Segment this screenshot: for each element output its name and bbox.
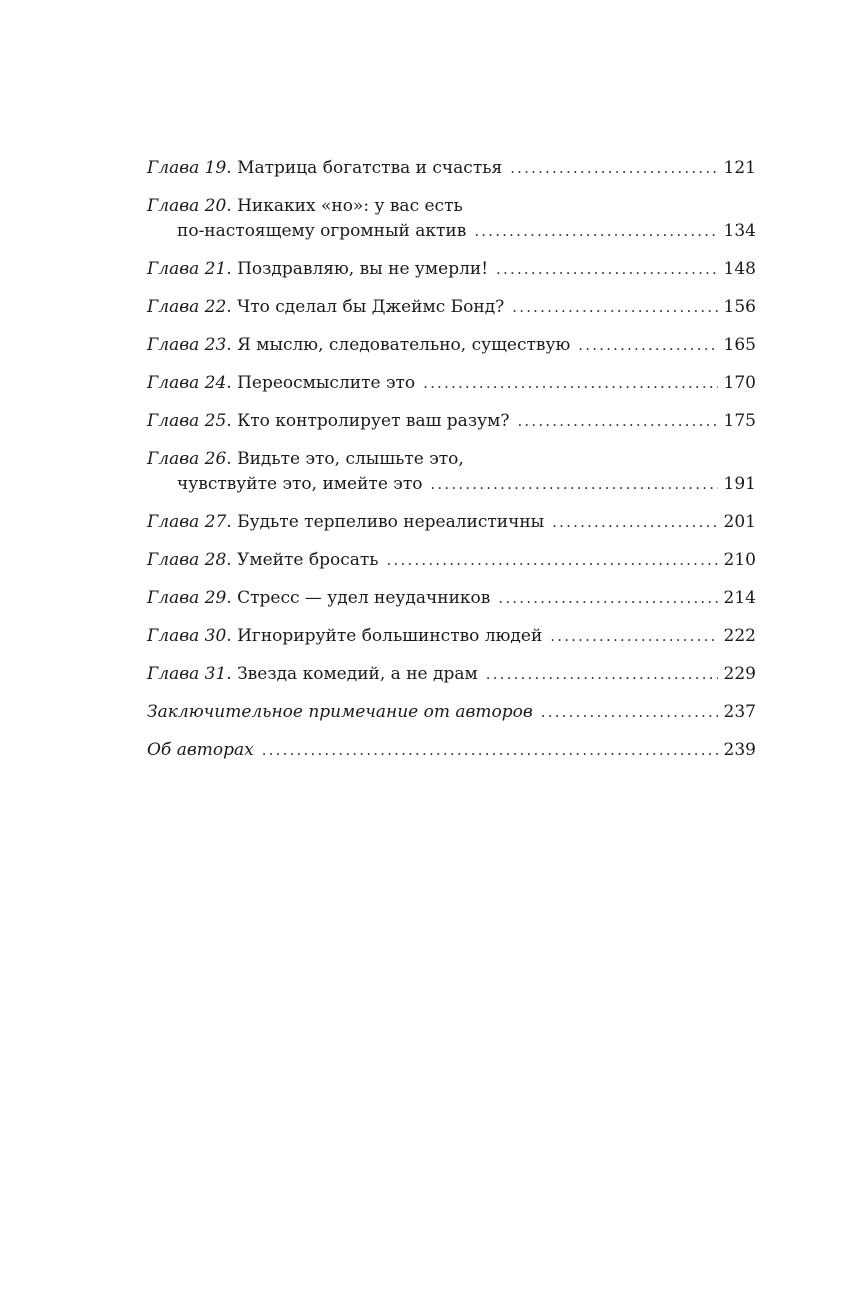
dot-leader — [474, 219, 717, 244]
entry-title: Заключительное примечание от авторов — [147, 702, 533, 722]
chapter-title: Никаких «но»: у вас есть — [237, 196, 463, 216]
toc-entry-afterword[interactable] — [147, 700, 756, 725]
page-number: 134 — [723, 221, 756, 241]
chapter-prefix: Глава 22 — [147, 297, 227, 317]
chapter-title-continuation: по-настоящему огромный актив — [177, 221, 467, 241]
chapter-title: Поздравляю, вы не умерли! — [237, 259, 489, 279]
page-number: 214 — [723, 588, 756, 608]
page-number: 239 — [723, 740, 756, 760]
dot-leader — [262, 738, 718, 763]
page-number: 222 — [723, 626, 756, 646]
dot-leader — [486, 662, 718, 687]
chapter-prefix: Глава 21 — [147, 259, 227, 279]
page-number: 191 — [723, 474, 756, 494]
dot-leader — [578, 333, 717, 358]
chapter-title: Умейте бросать — [237, 550, 379, 570]
chapter-prefix: Глава 20 — [147, 196, 227, 216]
page-number: 170 — [723, 373, 756, 393]
page-number: 121 — [723, 158, 756, 178]
dot-leader — [541, 700, 718, 725]
chapter-prefix: Глава 25 — [147, 411, 227, 431]
toc-entry-chapter-21[interactable]: Глава 21. Поздравляю, вы не умерли! ..... 148 — [147, 257, 756, 282]
chapter-prefix: Глава 24 — [147, 373, 227, 393]
toc-entry-chapter-19[interactable]: Глава 19. Матрица богатства и счастья ..... 121 — [147, 156, 756, 181]
dot-leader — [387, 548, 718, 573]
page-number: 229 — [723, 664, 756, 684]
chapter-title: Видьте это, слышьте это, — [237, 449, 464, 469]
toc-entry-chapter-22[interactable]: Глава 22. Что сделал бы Джеймс Бонд? ..... 156 — [147, 295, 756, 320]
page-number: 237 — [723, 702, 756, 722]
dot-leader — [498, 586, 717, 611]
dot-leader — [496, 257, 718, 282]
dot-leader — [512, 295, 717, 320]
toc-entry-chapter-27[interactable]: Глава 27. Будьте терпеливо нереалистичны ..... 201 — [147, 510, 756, 535]
toc-entry-chapter-23[interactable]: Глава 23. Я мыслю, следовательно, существую ..... 165 — [147, 333, 756, 358]
toc-entry-chapter-28[interactable]: Глава 28. Умейте бросать ..... 210 — [147, 548, 756, 573]
chapter-title-continuation: чувствуйте это, имейте это — [177, 474, 423, 494]
chapter-prefix: Глава 23 — [147, 335, 227, 355]
toc-entry-chapter-20[interactable]: Глава 20. Никаких «но»: у вас есть по-настоящему огромный актив ..... 134 — [147, 194, 756, 244]
entry-title: Об авторах — [147, 740, 254, 760]
page-number: 148 — [723, 259, 756, 279]
chapter-prefix: Глава 26 — [147, 449, 227, 469]
chapter-prefix: Глава 27 — [147, 512, 227, 532]
dot-leader — [552, 510, 717, 535]
dot-leader — [550, 624, 717, 649]
chapter-title: Кто контролирует ваш разум? — [237, 411, 510, 431]
chapter-title: Что сделал бы Джеймс Бонд? — [237, 297, 505, 317]
toc-entry-about-authors[interactable] — [147, 738, 756, 763]
chapter-prefix: Глава 31 — [147, 664, 227, 684]
page-number: 165 — [723, 335, 756, 355]
dot-leader — [510, 156, 717, 181]
dot-leader — [430, 472, 717, 497]
toc-entry-chapter-26[interactable]: Глава 26. Видьте это, слышьте это, чувствуйте это, имейте это ..... 191 — [147, 447, 756, 497]
toc-entry-chapter-29[interactable]: Глава 29. Стресс — удел неудачников ..... 214 — [147, 586, 756, 611]
chapter-title: Стресс — удел неудачников — [237, 588, 491, 608]
chapter-title: Игнорируйте большинство людей — [237, 626, 543, 646]
page-number: 210 — [723, 550, 756, 570]
chapter-title: Матрица богатства и счастья — [237, 158, 503, 178]
toc-entry-chapter-31[interactable]: Глава 31. Звезда комедий, а не драм ..... 229 — [147, 662, 756, 687]
chapter-title: Я мыслю, следовательно, существую — [237, 335, 571, 355]
chapter-prefix: Глава 29 — [147, 588, 227, 608]
page-number: 201 — [723, 512, 756, 532]
dot-leader — [423, 371, 717, 396]
toc-entry-chapter-24[interactable]: Глава 24. Переосмыслите это ..... 170 — [147, 371, 756, 396]
toc-entry-chapter-25[interactable]: Глава 25. Кто контролирует ваш разум? ..... 175 — [147, 409, 756, 434]
chapter-title: Будьте терпеливо нереалистичны — [237, 512, 545, 532]
page-number: 156 — [723, 297, 756, 317]
chapter-prefix: Глава 28 — [147, 550, 227, 570]
table-of-contents — [147, 156, 756, 763]
dot-leader — [517, 409, 717, 434]
chapter-prefix: Глава 30 — [147, 626, 227, 646]
toc-entry-chapter-30[interactable]: Глава 30. Игнорируйте большинство людей ..... 222 — [147, 624, 756, 649]
chapter-title: Звезда комедий, а не драм — [237, 664, 478, 684]
page-number: 175 — [723, 411, 756, 431]
chapter-title: Переосмыслите это — [237, 373, 416, 393]
chapter-prefix: Глава 19 — [147, 158, 227, 178]
